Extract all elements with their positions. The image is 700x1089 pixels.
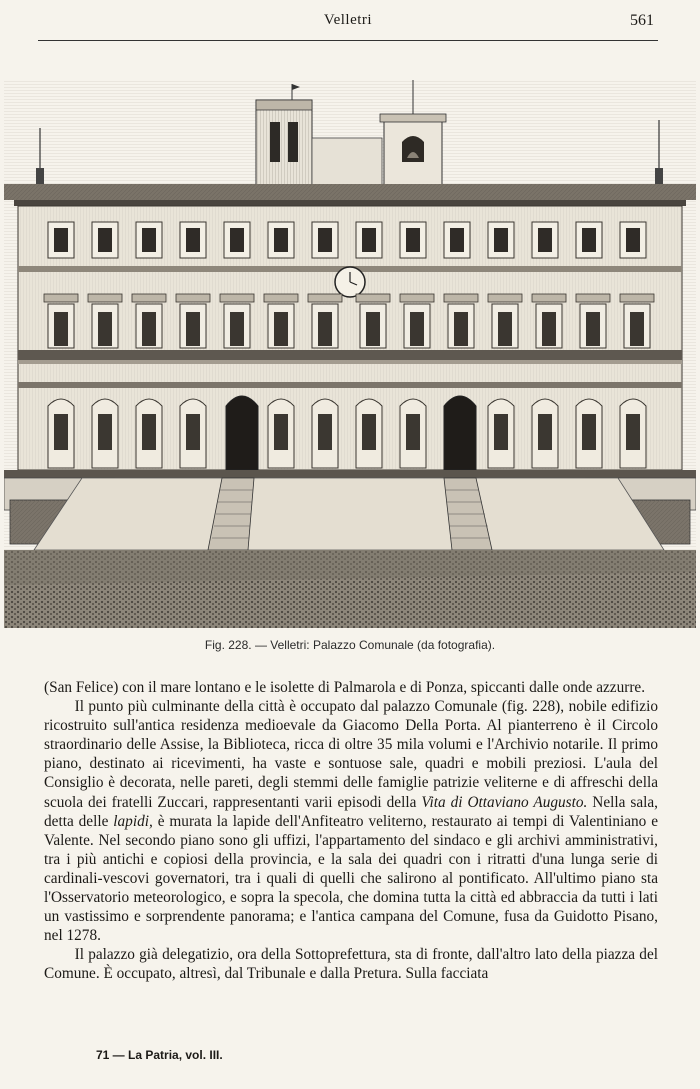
engraving-palazzo-comunale	[4, 80, 696, 628]
cornice	[4, 184, 696, 206]
figure-caption: Fig. 228. — Velletri: Palazzo Comunale (da fotografia).	[204, 638, 496, 652]
paragraph-2-part-c: è murata la lapide dell'Anfiteatro veliterno, restaurato ai tempi di Valentiniano e Valente. Nel secondo piano sono gli uffizi, l'appartamento del sindaco e gli archivi amministrativi, tra i più antichi e copiosi della provincia, e la sala dei quadri con i ritratti d'una lunga serie di cardinali-vescovi governatori, tra i quali di quelli che salirono al pontificato. All'ultimo piano sta l'Osservatorio meteorologico, e sopra la specola, che domina tutta la città ed abbraccia da tutti i lati un vastissimo e sorprendente panorama; e l'antica campana del Comune, fusa da Guidotto Pisano, nel 1278.	[44, 812, 659, 945]
italic-title: Vita di Ottaviano Augusto.	[421, 793, 588, 811]
body-text	[44, 678, 658, 984]
page-number: 561	[630, 12, 654, 29]
footer-signature: 71 — La Patria, vol. III.	[96, 1048, 223, 1062]
paragraph-2-part-a: Il punto più culminante della città è occupato dal palazzo Comunale (fig. 228), nobile edifizio ricostruito sull'antica residenza medioevale da Giacomo Della Porta. Al pianterreno è il Circolo straordinario delle Assise, la Biblioteca, ricca di oltre 35 mila volumi e l'Archivio notarile. Il primo piano, destinato ai ricevimenti, ha vaste e sontuose sale, quadri e mobili preziosi. L'aula del Consiglio è decorata, nelle pareti, degli stemmi delle famiglie patrizie veliterne e di affreschi della scuola dei fratelli Zuccari, rappresentanti varii episodi della	[44, 698, 658, 811]
paragraph-3: Il palazzo già delegatizio, ora della Sottoprefettura, sta di fronte, dall'altro lato della piazza del Comune. È occupato, altresì, dal Tribunale e dalla Pretura. Sulla facciata	[44, 946, 658, 983]
running-title: Velletri	[323, 12, 373, 28]
running-head	[38, 12, 658, 34]
paragraph-2-part-b: Nella sala, detta delle	[44, 793, 658, 830]
italic-lapidi: lapidi,	[113, 812, 153, 830]
header-rule	[38, 40, 658, 41]
clock	[335, 267, 365, 297]
paragraph-1: (San Felice) con il mare lontano e le isolette di Palmarola e di Ponza, spiccanti dalle onde azzurre.	[44, 679, 646, 696]
paragraph-2	[44, 697, 658, 945]
